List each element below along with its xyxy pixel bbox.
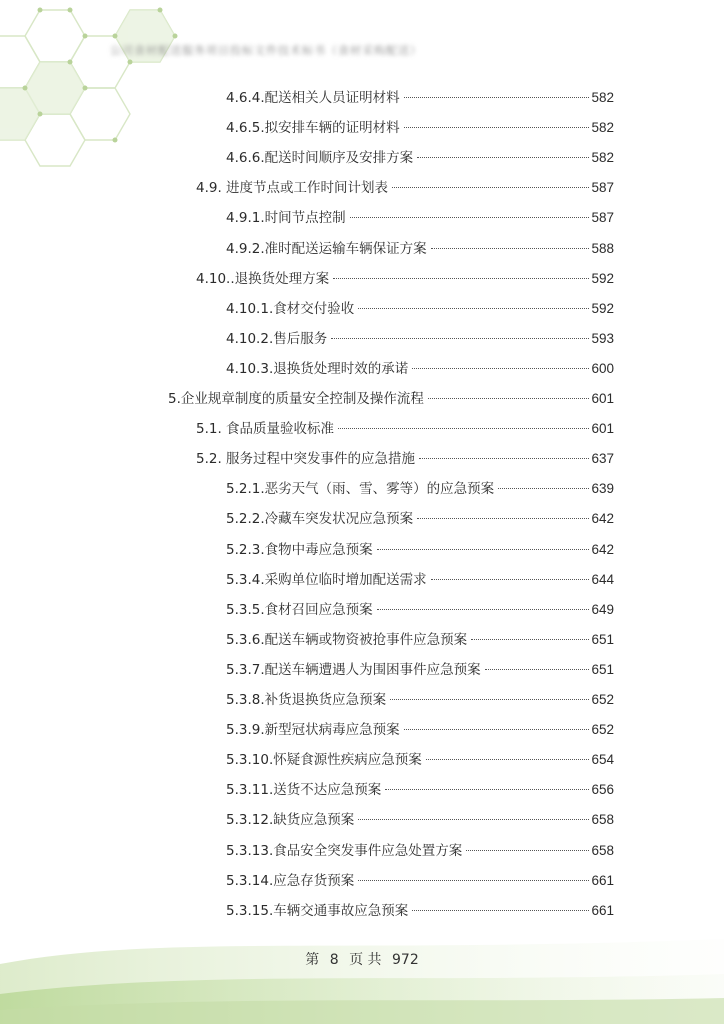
toc-entry-label: 5.3.9.新型冠状病毒应急预案: [226, 722, 400, 739]
toc-entry-page: 651: [591, 661, 614, 677]
toc-entry-page: 582: [591, 120, 614, 136]
toc-dot-leader: [431, 579, 590, 580]
toc-entry-label: 5.3.8.补货退换货应急预案: [226, 692, 387, 708]
toc-entry-label: 5.2.3.食物中毒应急预案: [226, 541, 373, 558]
toc-entry[interactable]: [226, 474, 614, 504]
toc-dot-leader: [419, 458, 589, 459]
toc-entry[interactable]: [226, 113, 614, 143]
toc-entry[interactable]: [226, 655, 614, 685]
toc-entry-page: 654: [591, 752, 614, 768]
toc-entry[interactable]: [168, 384, 614, 414]
toc-entry[interactable]: [226, 203, 614, 233]
toc-dot-leader: [377, 609, 590, 610]
toc-dot-leader: [485, 669, 590, 670]
toc-entry-label: 4.6.6.配送时间顺序及安排方案: [226, 150, 414, 167]
toc-entry-label: 5.1. 食品质量验收标准: [196, 421, 335, 438]
toc-entry-label: 4.10.3.退换货处理时效的承诺: [226, 360, 409, 377]
toc-entry-label: 5.3.6.配送车辆或物资被抢事件应急预案: [226, 631, 468, 648]
toc-entry[interactable]: [226, 775, 614, 805]
toc-dot-leader: [417, 157, 589, 158]
toc-entry-page: 592: [591, 270, 614, 286]
toc-dot-leader: [404, 127, 590, 128]
hexagon-decoration: [0, 0, 230, 200]
toc-dot-leader: [417, 518, 589, 519]
toc-entry-page: 656: [591, 782, 614, 798]
toc-dot-leader: [471, 639, 589, 640]
toc-entry-page: 601: [591, 421, 614, 437]
toc-entry[interactable]: [226, 143, 614, 173]
toc-entry[interactable]: [226, 565, 614, 595]
toc-entry-page: 601: [591, 391, 614, 406]
toc-entry-label: 5.3.13.食品安全突发事件应急处置方案: [226, 842, 463, 859]
toc-dot-leader: [404, 97, 590, 98]
toc-entry-page: 588: [591, 240, 614, 256]
toc-dot-leader: [428, 398, 590, 399]
toc-entry-page: 642: [591, 541, 614, 557]
footer-mid: 页 共: [349, 952, 382, 968]
toc-entry-label: 5.3.15.车辆交通事故应急预案: [226, 902, 409, 919]
toc-dot-leader: [412, 368, 589, 369]
footer-prefix: 第: [305, 952, 320, 968]
toc-entry-page: 582: [591, 150, 614, 166]
wave-decoration: [0, 914, 724, 1024]
toc-entry[interactable]: [226, 324, 614, 354]
toc-dot-leader: [466, 850, 589, 851]
toc-entry-label: 4.9.2.准时配送运输车辆保证方案: [226, 240, 427, 257]
page-footer: [0, 949, 724, 969]
toc-entry[interactable]: [226, 745, 614, 775]
toc-entry-page: 661: [591, 872, 614, 888]
toc-entry-page: 642: [591, 511, 614, 527]
toc-entry[interactable]: [226, 625, 614, 655]
toc-entry-label: 5.2.1.恶劣天气（雨、雪、雾等）的应急预案: [226, 481, 495, 498]
toc-dot-leader: [350, 217, 590, 218]
toc-dot-leader: [331, 338, 589, 339]
toc-dot-leader: [338, 428, 589, 429]
toc-dot-leader: [392, 187, 589, 188]
toc-entry-label: 4.6.5.拟安排车辆的证明材料: [226, 120, 400, 137]
toc-entry[interactable]: [226, 535, 614, 565]
toc-entry[interactable]: [226, 83, 614, 113]
toc-entry[interactable]: [226, 294, 614, 324]
toc-entry-label: 4.9.1.时间节点控制: [226, 210, 346, 227]
toc-entry-page: 587: [591, 180, 614, 196]
toc-entry-label: 5.企业规章制度的质量安全控制及操作流程: [168, 391, 424, 407]
toc-dot-leader: [498, 488, 589, 489]
toc-dot-leader: [412, 910, 589, 911]
toc-entry-page: 649: [591, 601, 614, 617]
toc-entry-page: 644: [591, 571, 614, 587]
toc-entry-label: 5.3.12.缺货应急预案: [226, 812, 355, 829]
toc-dot-leader: [390, 699, 589, 700]
toc-entry[interactable]: [196, 264, 614, 294]
toc-entry[interactable]: [226, 504, 614, 534]
toc-dot-leader: [404, 729, 590, 730]
footer-total-pages: 972: [392, 952, 419, 968]
toc-dot-leader: [358, 819, 589, 820]
toc-entry-label: 5.3.4.采购单位临时增加配送需求: [226, 571, 427, 588]
toc-entry[interactable]: [226, 595, 614, 625]
toc-entry-label: 4.10.1.食材交付验收: [226, 300, 355, 317]
toc-entry-label: 5.3.7.配送车辆遭遇人为围困事件应急预案: [226, 661, 481, 678]
toc-entry-page: 593: [591, 330, 614, 346]
toc-entry[interactable]: [196, 173, 614, 203]
toc-entry-label: 4.6.4.配送相关人员证明材料: [226, 90, 400, 106]
toc-entry[interactable]: [226, 234, 614, 264]
toc-dot-leader: [358, 880, 589, 881]
toc-dot-leader: [385, 789, 589, 790]
toc-entry-page: 658: [591, 812, 614, 828]
toc-entry-page: 652: [591, 722, 614, 738]
toc-entry-label: 4.10..退换货处理方案: [196, 270, 330, 287]
footer-current-page: 8: [329, 952, 339, 968]
toc-entry[interactable]: [226, 715, 614, 745]
toc-entry-page: 652: [591, 692, 614, 707]
toc-entry-label: 5.3.11.送货不达应急预案: [226, 782, 382, 799]
toc-entry[interactable]: [226, 896, 614, 926]
toc-entry[interactable]: [226, 685, 614, 715]
toc-dot-leader: [358, 308, 589, 309]
toc-entry[interactable]: [196, 444, 614, 474]
toc-entry-page: 661: [591, 902, 614, 918]
toc-dot-leader: [333, 278, 589, 279]
toc-entry-label: 4.10.2.售后服务: [226, 330, 328, 347]
toc-entry-page: 587: [591, 210, 614, 226]
toc-entry-label: 5.2.2.冷藏车突发状况应急预案: [226, 511, 414, 528]
toc-entry-label: 4.9. 进度节点或工作时间计划表: [196, 180, 389, 197]
toc-dot-leader: [377, 549, 590, 550]
toc-entry-label: 5.3.14.应急存货预案: [226, 872, 355, 889]
document-header: 公司食材配送服务项目投标文件技术标书（食材采购配送）: [110, 44, 422, 56]
toc-entry-page: 637: [591, 451, 614, 467]
toc-entry-page: 658: [591, 842, 614, 858]
toc-entry-label: 5.3.5.食材召回应急预案: [226, 601, 373, 618]
toc-entry-page: 592: [591, 300, 614, 316]
toc-entry-page: 600: [591, 360, 614, 376]
toc-entry[interactable]: [226, 836, 614, 866]
toc-entry[interactable]: [226, 354, 614, 384]
toc-entry-page: 582: [591, 90, 614, 105]
toc-entry-page: 639: [591, 481, 614, 497]
toc-dot-leader: [431, 248, 590, 249]
toc-entry[interactable]: [196, 414, 614, 444]
toc-entry[interactable]: [226, 866, 614, 896]
toc-entry-label: 5.2. 服务过程中突发事件的应急措施: [196, 451, 416, 468]
toc-entry-label: 5.3.10.怀疑食源性疾病应急预案: [226, 752, 422, 769]
toc-entry[interactable]: [226, 805, 614, 835]
toc-dot-leader: [426, 759, 590, 760]
toc-entry-page: 651: [591, 631, 614, 647]
